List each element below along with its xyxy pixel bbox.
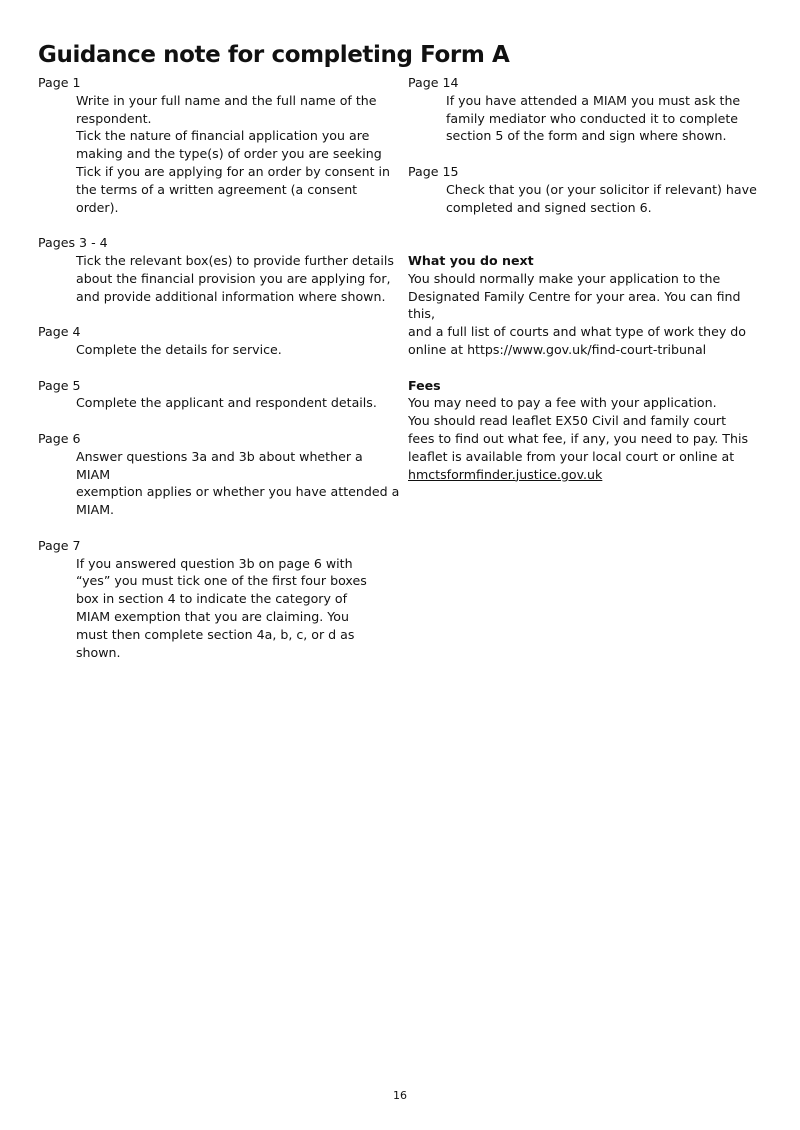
- section-body: [76, 555, 400, 662]
- section-page-15: [408, 163, 768, 216]
- text-line: You should read leaflet EX50 Civil and family court: [408, 413, 727, 429]
- fees-heading: Fees: [408, 377, 441, 393]
- text-line: Tick the nature of financial application you are: [76, 128, 370, 144]
- text-line: Complete the details for service.: [76, 341, 282, 357]
- section-heading: Page 1: [38, 75, 81, 90]
- section-body: [446, 92, 768, 145]
- text-line: “yes” you must tick one of the first four boxes: [76, 573, 367, 589]
- text-line: and provide additional information where shown.: [76, 288, 386, 304]
- left-column: [38, 74, 400, 679]
- text-line: MIAM.: [76, 502, 115, 518]
- hmcts-form-finder-link[interactable]: hmctsformfinder.justice.gov.uk: [408, 466, 603, 482]
- section-pages-3-4: [38, 234, 400, 305]
- text-line: making and the type(s) of order you are seeking: [76, 146, 382, 162]
- section-body: [76, 394, 400, 412]
- text-line: Answer questions 3a and 3b about whether a MIAM: [76, 448, 363, 482]
- section-heading: Page 5: [38, 377, 81, 393]
- section-page-14: [408, 74, 768, 145]
- text-line: You may need to pay a fee with your application.: [408, 395, 717, 411]
- text-line: Check that you (or your solicitor if relevant) have: [446, 181, 757, 197]
- section-page-6: [38, 430, 400, 519]
- section-heading: Page 6: [38, 430, 81, 446]
- text-line: Complete the applicant and respondent details.: [76, 395, 377, 411]
- spacer: [408, 234, 768, 252]
- page-number: 16: [393, 1089, 407, 1102]
- text-line: must then complete section 4a, b, c, or d as: [76, 626, 355, 642]
- text-line: box in section 4 to indicate the category of: [76, 591, 348, 607]
- text-line: about the financial provision you are applying for,: [76, 270, 391, 286]
- text-line: shown.: [76, 644, 121, 660]
- text-line: Designated Family Centre for your area. You can find this,: [408, 288, 741, 322]
- what-you-do-next-heading: What you do next: [408, 252, 534, 268]
- section-page-4: [38, 323, 400, 359]
- section-heading: Page 14: [408, 75, 459, 90]
- section-body: [76, 448, 400, 519]
- text-line: You should normally make your application to the: [408, 270, 721, 286]
- section-heading: Pages 3 - 4: [38, 235, 108, 251]
- right-column: [408, 74, 768, 501]
- section-body: [446, 181, 768, 217]
- text-line: family mediator who conducted it to complete: [446, 110, 739, 126]
- text-line: fees to find out what fee, if any, you need to pay. This: [408, 430, 749, 446]
- what-you-do-next-body: [408, 270, 768, 359]
- text-line: Write in your full name and the full name of the: [76, 92, 377, 108]
- section-heading: Page 15: [408, 163, 459, 179]
- section-body: [76, 341, 400, 359]
- section-page-5: [38, 377, 400, 413]
- text-line: exemption applies or whether you have attended a: [76, 484, 400, 500]
- text-line: leaflet is available from your local court or online at: [408, 448, 735, 464]
- text-line: completed and signed section 6.: [446, 199, 652, 215]
- fees: [408, 377, 768, 484]
- text-line: online at https://www.gov.uk/find-court-tribunal: [408, 341, 707, 357]
- text-line: respondent.: [76, 110, 152, 126]
- section-body: [76, 92, 400, 217]
- text-line: and a full list of courts and what type of work they do: [408, 324, 746, 340]
- section-body: [76, 252, 400, 305]
- page-title: Guidance note for completing Form A: [38, 42, 510, 68]
- what-you-do-next: [408, 252, 768, 359]
- text-line: Tick the relevant box(es) to provide further details: [76, 252, 394, 268]
- text-line: MIAM exemption that you are claiming. You: [76, 608, 349, 624]
- text-line: section 5 of the form and sign where shown.: [446, 128, 727, 144]
- text-line: the terms of a written agreement (a consent order).: [76, 181, 358, 215]
- section-page-7: [38, 537, 400, 662]
- text-line: Tick if you are applying for an order by consent in: [76, 163, 390, 179]
- fees-body: [408, 394, 768, 483]
- text-line: If you answered question 3b on page 6 with: [76, 555, 353, 571]
- section-heading: Page 4: [38, 324, 81, 340]
- text-line: If you have attended a MIAM you must ask the: [446, 92, 741, 108]
- section-page-1: [38, 74, 400, 216]
- section-heading: Page 7: [38, 537, 81, 553]
